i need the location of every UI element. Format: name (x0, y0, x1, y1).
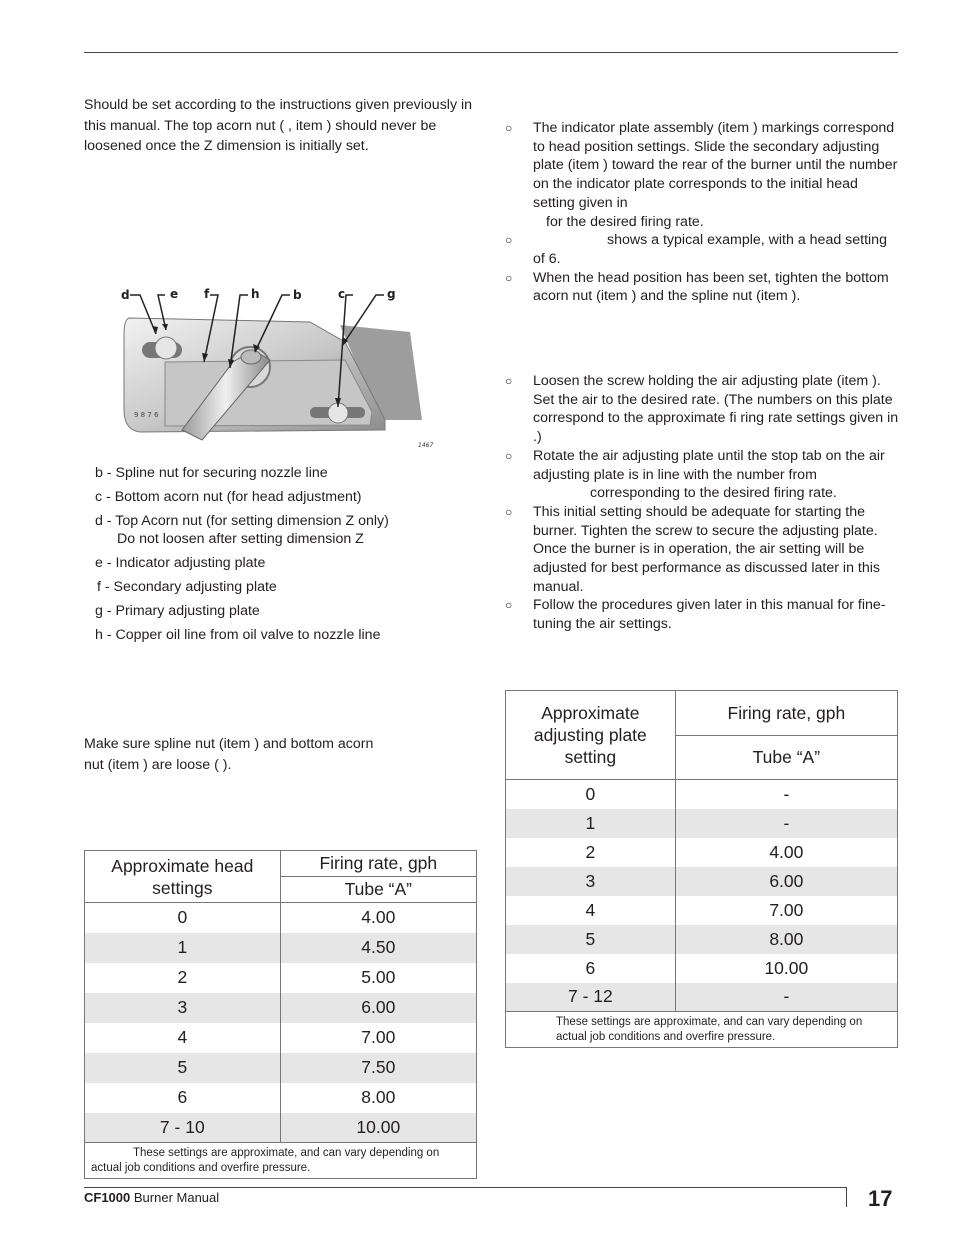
legend-item-d-note: Do not loosen after setting dimension Z (117, 531, 364, 547)
table-row: 5 8.00 (506, 925, 898, 954)
table-row: 0 - (506, 780, 898, 809)
footer-divider (846, 1187, 847, 1207)
table-row: 6 8.00 (85, 1083, 477, 1113)
top-rule (84, 52, 898, 53)
callout-b: b (293, 288, 302, 302)
page-number: 17 (868, 1186, 893, 1211)
list-item: ○ Rotate the air adjusting plate until the stop tab on the air adjusting plate is in line with the number from corresponding to the desired firing rate. (505, 447, 885, 502)
legend-item-b: b - Spline nut for securing nozzle line (95, 465, 328, 481)
legend-item-h: h - Copper oil line from oil valve to nozzle line (95, 627, 381, 643)
table-row: 2 4.00 (506, 838, 898, 867)
callout-g: g (387, 287, 396, 301)
table-row: 1 - (506, 809, 898, 838)
table-row: 7 - 10 10.00 (85, 1113, 477, 1143)
list-item: ○ Follow the procedures given later in this manual for fine-tuning the air settings. (505, 597, 886, 633)
table-row: 1 4.50 (85, 933, 477, 963)
callout-h: h (251, 287, 260, 301)
footer-title: CF1000 Burner Manual (84, 1190, 220, 1205)
head-settings-table (84, 850, 477, 1179)
table-row: 4 7.00 (85, 1023, 477, 1053)
table-row: 3 6.00 (506, 867, 898, 896)
column-subheader: Tube “A” (675, 736, 897, 780)
legend-item-g: g - Primary adjusting plate (95, 603, 260, 619)
callout-c: c (338, 287, 346, 301)
callout-d: d (121, 288, 130, 302)
column-subheader: Tube “A” (280, 877, 476, 903)
legend-item-c: c - Bottom acorn nut (for head adjustment) (95, 489, 362, 505)
air-settings-table (505, 690, 898, 1048)
callout-e: e (170, 287, 179, 301)
legend-item-d: d - Top Acorn nut (for setting dimension Z only) (95, 513, 389, 529)
table-row: 0 4.00 (85, 903, 477, 933)
column-header: Firing rate, gph (280, 851, 476, 877)
bottom-rule (84, 1187, 846, 1188)
top-acorn-nut (155, 337, 177, 359)
list-item: ○ This initial setting should be adequate for starting the burner. Tighten the screw to secure the adjusting plate. Once the burner is in operation, the air setting will be adjusted for best performance as discussed later in this manual. (505, 503, 880, 595)
spline-note: Make sure spline nut (item ) and bottom acorn nut (item ) are loose ( ). (84, 736, 374, 773)
list-item: ○ shows a typical example, with a head setting of 6. (505, 232, 887, 267)
table-row: 3 6.00 (85, 993, 477, 1023)
callout-f: f (204, 287, 210, 301)
table-note: These settings are approximate, and can vary depending on actual job conditions and overfire pressure. (506, 1012, 898, 1048)
table-note: These settings are approximate, and can vary depending on actual job conditions and overfire pressure. (85, 1143, 477, 1179)
table-row: 5 7.50 (85, 1053, 477, 1083)
table-row: 6 10.00 (506, 954, 898, 983)
air-adjustment-steps (505, 372, 900, 634)
column-header: Approximate adjusting plate setting (506, 691, 676, 780)
oil-line-end (241, 350, 261, 364)
list-item: ○ The indicator plate assembly (item ) markings correspond to head position settings. Slide the secondary adjusting plate (item ) toward the rear of the burner until the number on the indicator plate corresponds to the initial head setting given in for the desired firing rate. (505, 120, 898, 230)
list-item: ○ Loosen the screw holding the air adjusting plate (item ). Set the air to the desired rate. (The numbers on this plate correspond to the approximate fi ring rate settings given in .) (505, 373, 899, 446)
figure-id: 1467 (418, 442, 434, 449)
table-row: 7 - 12 - (506, 983, 898, 1012)
table-row: 4 7.00 (506, 896, 898, 925)
list-item: ○ When the head position has been set, tighten the bottom acorn nut (item ) and the spline nut (item ). (505, 269, 889, 305)
legend-item-e: e - Indicator adjusting plate (95, 555, 266, 571)
table-row: 2 5.00 (85, 963, 477, 993)
column-header: Firing rate, gph (675, 691, 897, 736)
column-header: Approximate head settings (85, 851, 281, 903)
legend-item-f: f - Secondary adjusting plate (97, 579, 277, 595)
head-adjustment-figure (110, 280, 450, 455)
intro-paragraph: Should be set according to the instructions given previously in this manual. The top acorn nut ( , item ) should never be loosened once the Z dimension is initially set. (84, 97, 473, 154)
indicator-scale: 9 8 7 6 (134, 411, 159, 419)
head-position-steps (505, 119, 900, 306)
